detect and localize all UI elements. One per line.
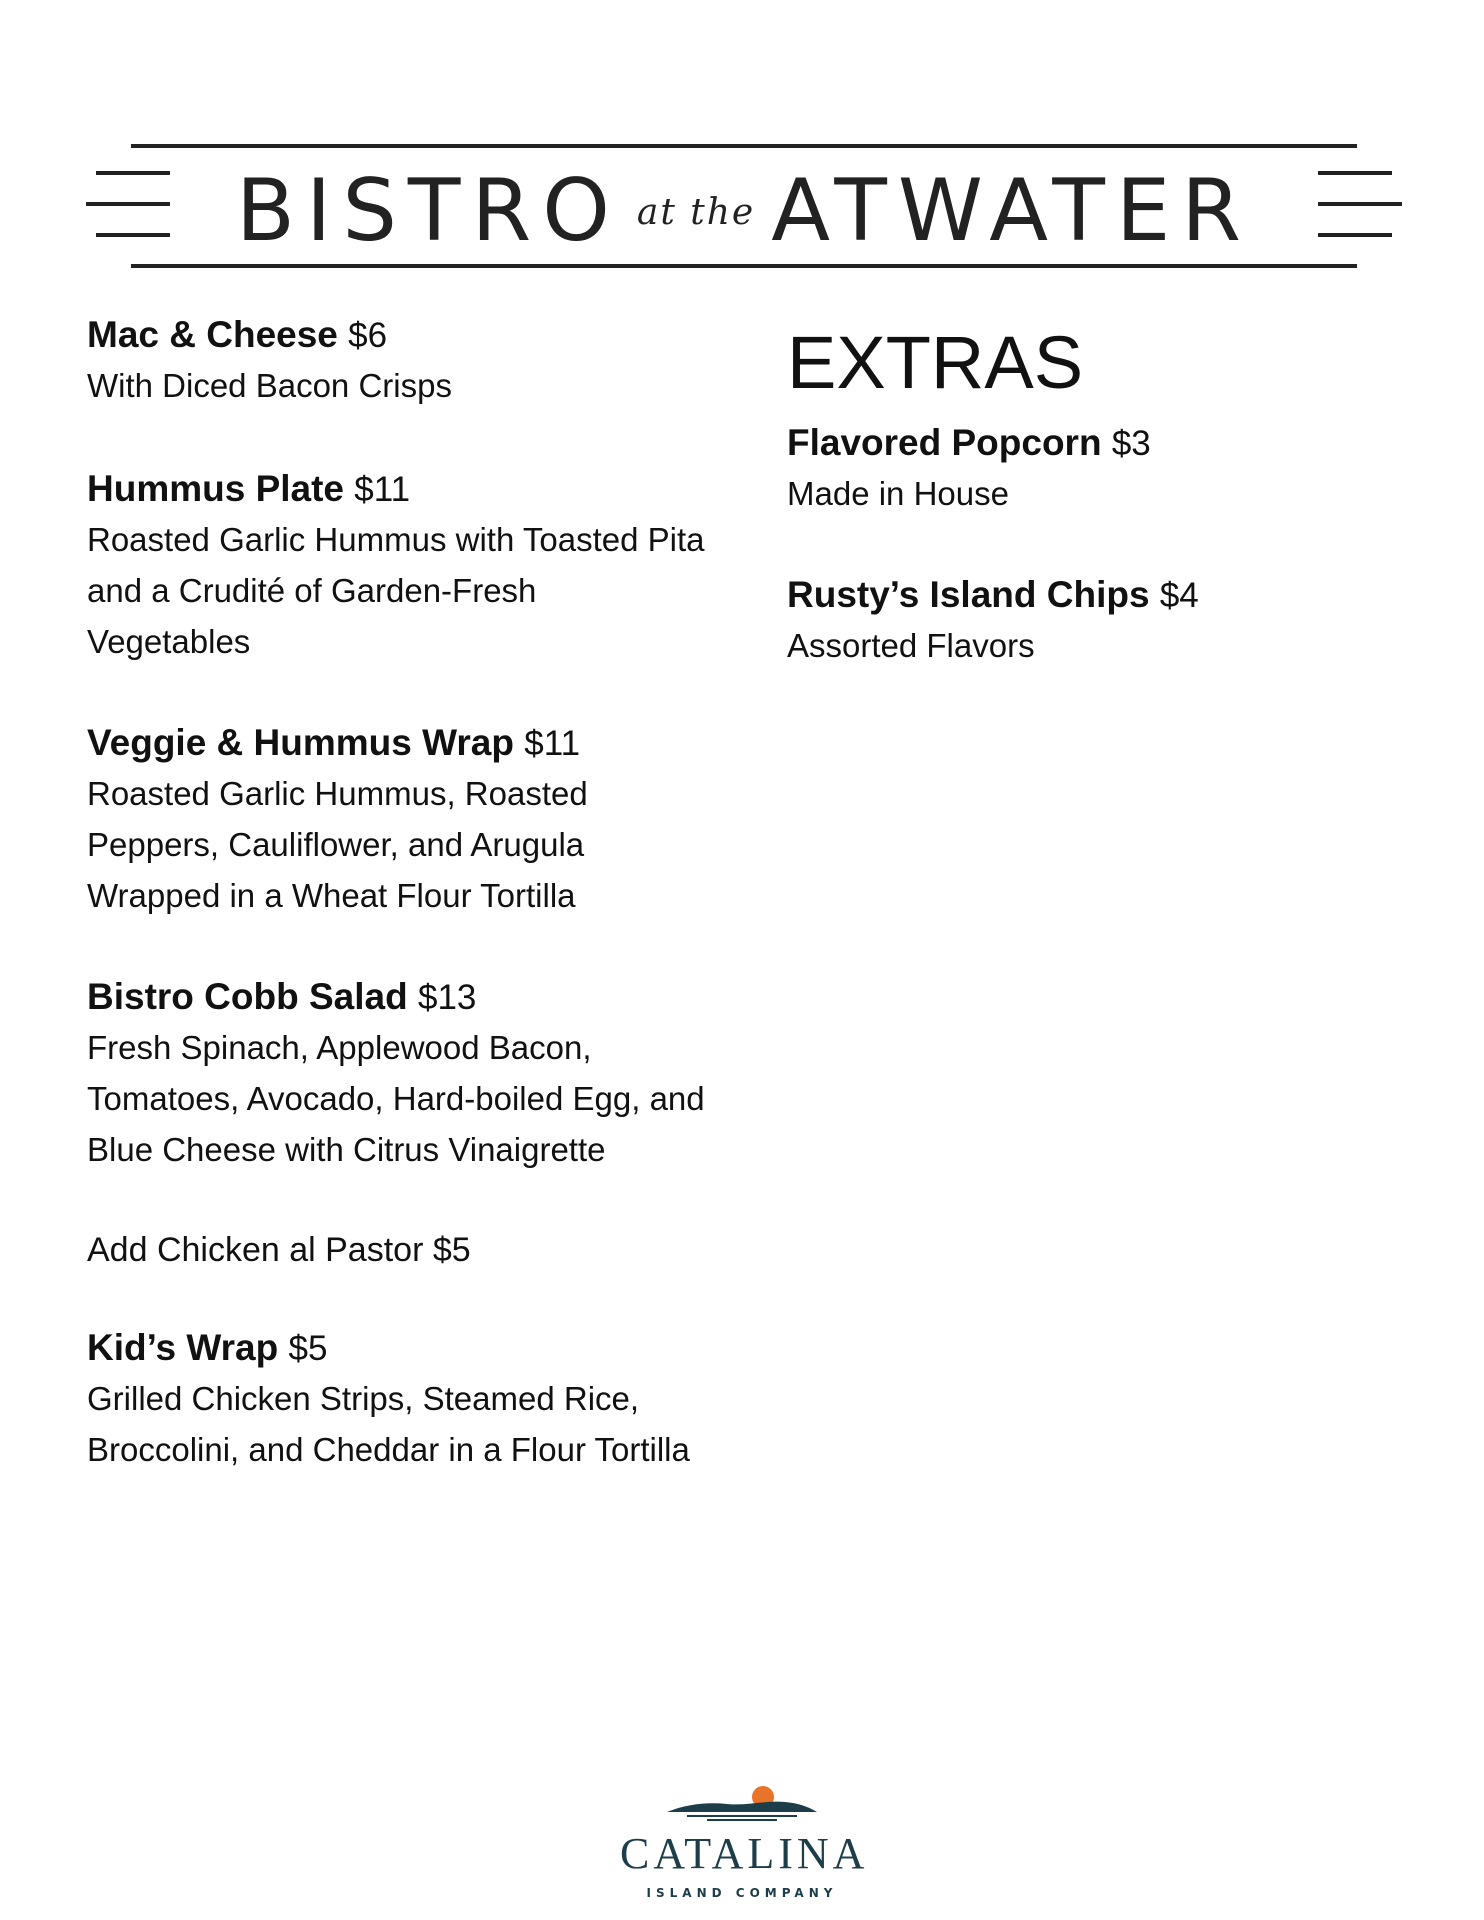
menu-item [87,975,707,1175]
item-name: Kid’s Wrap [87,1327,279,1368]
item-description: Grilled Chicken Strips, Steamed Rice, Broccolini, and Cheddar in a Flour Tortilla [87,1380,690,1468]
extras-item [787,421,1387,519]
item-heading [87,1326,707,1371]
item-price: $5 [288,1329,328,1368]
item-description: Fresh Spinach, Applewood Bacon, Tomatoes, Avocado, Hard-boiled Egg, and Blue Cheese with Citrus Vinaigrette [87,1029,705,1168]
item-price: $13 [417,978,477,1017]
item-description: Roasted Garlic Hummus with Toasted Pita and a Crudité of Garden-Fresh Vegetables [87,521,705,660]
item-heading [87,721,707,766]
item-heading [787,421,1387,466]
item-name: Bistro Cobb Salad [87,976,408,1017]
bistro-logo [86,140,1402,272]
item-name: Hummus Plate [87,468,345,509]
left-menu-column [87,313,707,1475]
add-chicken-option: Add Chicken al Pastor $5 [87,1231,471,1269]
item-heading [87,467,707,512]
item-heading [787,573,1387,618]
item-price: $11 [524,724,581,763]
logo-word-atwater: ATWATER [771,161,1253,261]
item-name: Rusty’s Island Chips [787,574,1150,615]
extras-item [787,573,1387,671]
item-description: Assorted Flavors [787,627,1035,664]
logo-top-rule [131,144,1357,148]
item-price: $3 [1111,424,1151,463]
item-price: $11 [354,470,411,509]
item-description: Made in House [787,475,1009,512]
extras-column [787,323,1387,671]
item-heading [87,313,707,358]
item-price: $6 [348,316,388,355]
catalina-logo [620,1782,869,1902]
logo-title [86,161,1402,261]
item-description: Roasted Garlic Hummus, Roasted Peppers, Cauliflower, and Arugula Wrapped in a Wheat Flour Tortilla [87,775,588,914]
catalina-brand-text: CATALINA [620,1829,869,1878]
menu-item [87,467,707,667]
logo-word-bistro: BISTRO [235,161,621,261]
logo-bottom-rule [131,264,1357,268]
extras-heading: EXTRAS [787,321,1084,404]
menu-item [87,721,707,921]
item-heading [87,975,707,1020]
item-name: Flavored Popcorn [787,422,1102,463]
logo-word-at-the: at the [636,192,756,233]
item-name: Mac & Cheese [87,314,338,355]
item-name: Veggie & Hummus Wrap [87,722,514,763]
island-company-text: ISLAND COMPANY [646,1886,838,1900]
item-price: $4 [1159,576,1199,615]
menu-item [87,313,707,411]
item-description: With Diced Bacon Crisps [87,367,452,404]
island-sun-icon [667,1782,817,1826]
menu-item [87,1326,707,1475]
